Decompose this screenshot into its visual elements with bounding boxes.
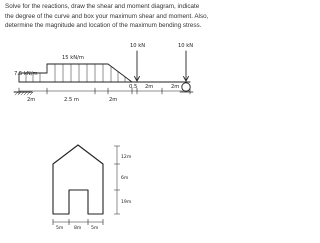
section-outline (53, 145, 103, 214)
problem-line-2: the degree of the curve and box your maximum shear and moment. Also, (5, 12, 209, 20)
point-load-label-1: 10 kN (130, 43, 146, 49)
roller-support (182, 83, 190, 91)
point-load-label-2: 10 kN (178, 43, 194, 49)
beam-diagram (14, 51, 193, 95)
cross-section (53, 145, 120, 225)
problem-line-3: determine the magnitude and location of the maximum bending stress. (5, 22, 202, 30)
width-label-mid: 8m (74, 226, 82, 231)
span-label-1: 2m (27, 97, 36, 103)
load-label-left: 7.5 kN/m (14, 71, 38, 77)
span-label-6: 2m (171, 84, 180, 90)
width-label-right: 5m (91, 226, 99, 231)
span-label-4: 0.5 (129, 84, 138, 90)
point-load-1 (135, 51, 140, 81)
height-label-top: 12m (121, 155, 132, 160)
height-label-bottom: 19m (121, 200, 132, 205)
point-load-2 (184, 51, 189, 81)
problem-line-1: Solve for the reactions, draw the shear and moment diagram, indicate (5, 3, 200, 10)
span-label-2: 2.5 m (64, 97, 79, 103)
span-label-5: 2m (145, 84, 154, 90)
load-label-peak: 15 kN/m (62, 55, 84, 61)
height-label-mid: 6m (121, 176, 129, 181)
width-label-left: 5m (56, 226, 64, 231)
span-label-3: 2m (109, 97, 118, 103)
